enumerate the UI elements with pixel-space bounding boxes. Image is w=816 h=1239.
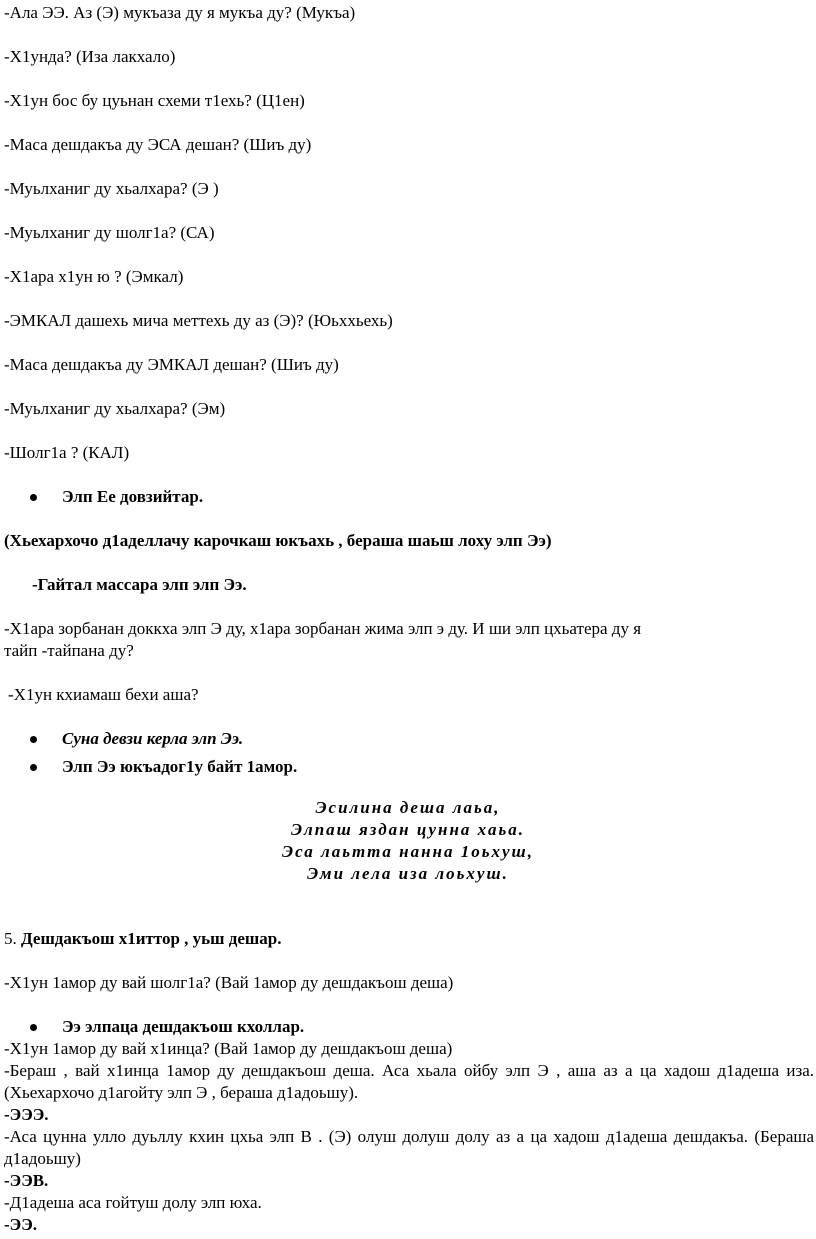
bullet-dot-1: [30, 494, 37, 501]
question-now: -Х1ун 1амор ду вай х1инца? (Вай 1амор ду дешдакъош деша): [4, 1039, 453, 1058]
section-title: Дешдакъош х1иттор , уьш дешар.: [21, 929, 282, 948]
poem-line-3: Эса лаьтта нанна 1оьхуш,: [282, 842, 534, 861]
heading-instruction: (Хьехархочо д1аделлачу карочкаш юкъахь , бераша шаьш лоху элп Ээ): [4, 531, 552, 550]
bullet-item-3: Элп Ээ юкъадог1у байт 1амор.: [62, 757, 298, 776]
question-line-1: -Ала ЭЭ. Аз (Э) мукъаза ду я мукъа ду? (Мукъа): [4, 3, 356, 22]
question-line-4: -Маса дешдакъа ду ЭСА дешан? (Шиъ ду): [4, 135, 312, 154]
question-line-10: -Муьлханиг ду хьалхара? (Эм): [4, 399, 226, 418]
question-line-2: -Х1унда? (Иза лакхало): [4, 47, 176, 66]
question-line-5: -Муьлханиг ду хьалхара? (Э ): [4, 179, 219, 198]
paragraph-1-line-2: тайп -тайпана ду?: [4, 641, 134, 660]
heading-show: -Гайтал массара элп элп Ээ.: [32, 575, 247, 594]
bullet-dot-4: [30, 1024, 37, 1031]
section-heading: [4, 928, 281, 950]
bullet-item-2: Суна девзи керла элп Ээ.: [62, 729, 244, 748]
bullet-dot-2: [30, 736, 37, 743]
syllable-1: -ЭЭЭ.: [4, 1105, 49, 1124]
question-line-6: -Муьлханиг ду шолг1а? (СА): [4, 223, 215, 242]
question-results: -Х1ун кхиамаш бехи аша?: [8, 685, 199, 704]
poem-line-1: Эсилина деша лаьа,: [315, 798, 501, 817]
syllable-3: -ЭЭ.: [4, 1215, 37, 1234]
paragraph-3: -Аса цунна улло дуьллу кхин цхьа элп В . (Э) олуш долуш долу аз а ца хадош д1адеша дешдакъа. (Бераша д1адоьшу): [4, 1127, 814, 1168]
paragraph-2: -Бераш , вай х1инца 1амор ду дешдакъош деша. Аса хьала ойбу элп Э , аша аз а ца хадош д1адеша иза. (Хьехархочо д1агойту элп Э , бераша д1адоьшу).: [4, 1061, 814, 1102]
paragraph-last: -Д1адеша аса гойтуш долу элп юха.: [4, 1193, 262, 1212]
question-line-11: -Шолг1а ? (КАЛ): [4, 443, 130, 462]
paragraph-1-line-1: -Х1ара зорбанан доккха элп Э ду, х1ара зорбанан жима элп э ду. И ши элп цхьатера ду я: [4, 619, 642, 638]
bullet-item-4: Ээ элпаца дешдакъош кхоллар.: [62, 1017, 305, 1036]
question-line-3: -Х1ун бос бу цуьнан схеми т1ехь? (Ц1ен): [4, 91, 305, 110]
section-question: -Х1ун 1амор ду вай шолг1а? (Вай 1амор ду дешдакъош деша): [4, 973, 454, 992]
section-number: 5.: [4, 929, 17, 948]
poem-line-2: Элпаш яздан цунна хаьа.: [291, 820, 525, 839]
bullet-dot-3: [30, 764, 37, 771]
syllable-2: -ЭЭВ.: [4, 1171, 49, 1190]
question-line-9: -Маса дешдакъа ду ЭМКАЛ дешан? (Шиъ ду): [4, 355, 339, 374]
bullet-item-1: Элп Ее довзийтар.: [62, 487, 204, 506]
poem-line-4: Эми лела иза лоьхуш.: [307, 864, 509, 883]
question-line-7: -Х1ара х1ун ю ? (Эмкал): [4, 267, 184, 286]
question-line-8: -ЭМКАЛ дашехь мича меттехь ду аз (Э)? (Юьххьехь): [4, 311, 393, 330]
